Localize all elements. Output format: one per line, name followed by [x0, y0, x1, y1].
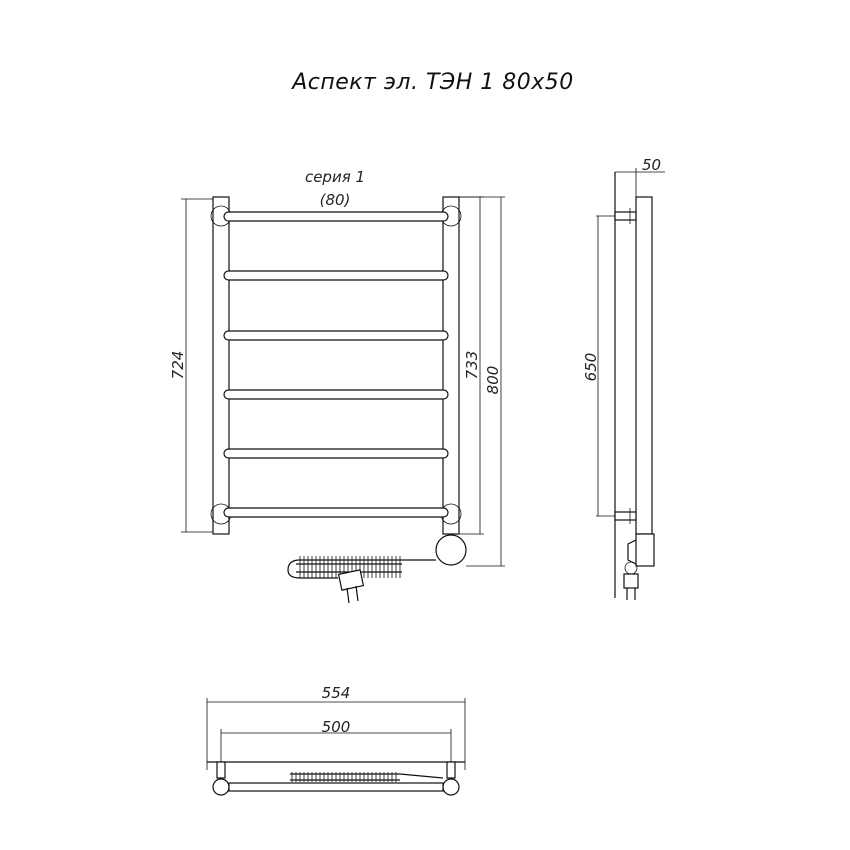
dim-800-label: 800 [484, 365, 502, 395]
series-label: серия 1 [304, 168, 366, 186]
rung-6 [224, 508, 448, 517]
dim-650-label: 650 [582, 352, 600, 382]
plug-icon [339, 570, 364, 603]
dim-724-label: 724 [169, 350, 187, 380]
rung-3 [224, 331, 448, 340]
dim-733-label: 733 [463, 350, 481, 380]
top-rung [229, 783, 443, 791]
side-bracket-top [615, 208, 636, 224]
dim-554-label: 554 [321, 684, 351, 702]
top-riser-left [213, 779, 229, 795]
coiled-cable [288, 556, 436, 578]
left-riser [213, 197, 229, 534]
top-coiled-cable [290, 772, 443, 782]
heater-head [436, 535, 466, 565]
side-heater [636, 534, 654, 566]
top-bracket-left [217, 762, 225, 778]
top-bracket-right [447, 762, 455, 778]
side-bracket-bottom [615, 508, 636, 524]
side-plug-icon [624, 562, 638, 600]
rung-1 [224, 212, 448, 221]
dim-500-label: 500 [321, 718, 351, 736]
side-view [582, 156, 665, 600]
side-riser [636, 197, 652, 534]
top-view [207, 684, 465, 795]
right-riser [443, 197, 459, 534]
dim-50-label: 50 [642, 156, 662, 174]
rung-4 [224, 390, 448, 399]
rung-2 [224, 271, 448, 280]
front-view [169, 168, 505, 603]
rung-5 [224, 449, 448, 458]
top-riser-right [443, 779, 459, 795]
diagram-title: Аспект эл. ТЭН 1 80х50 [292, 70, 574, 95]
series-code: (80) [319, 191, 351, 209]
